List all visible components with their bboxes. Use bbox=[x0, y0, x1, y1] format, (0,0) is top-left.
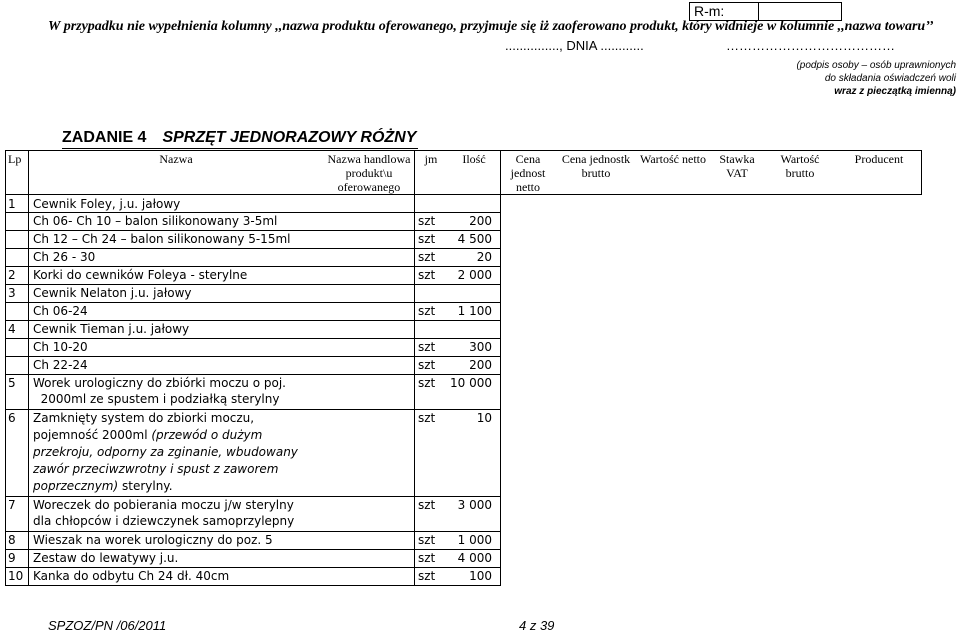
row-lp: 2 bbox=[8, 268, 16, 282]
header-cena-netto: Cena jednost netto bbox=[510, 152, 546, 194]
row-unit: szt bbox=[418, 569, 436, 583]
row-unit: szt bbox=[418, 551, 436, 565]
row-name: Ch 22-24 bbox=[33, 358, 88, 372]
row-unit: szt bbox=[418, 411, 436, 425]
row-qty: 3 000 bbox=[457, 498, 492, 512]
row-qty: 100 bbox=[469, 569, 492, 583]
row-name: Zestaw do lewatywy j.u. bbox=[33, 551, 179, 565]
header-wartosc-brutto: Wartość brutto bbox=[780, 152, 820, 180]
row-lp: 3 bbox=[8, 286, 16, 300]
rm-label: R-m: bbox=[694, 3, 725, 19]
row-name: Cewnik Nelaton j.u. jałowy bbox=[33, 286, 192, 300]
row-name-line: zawór przeciwzwrotny i spust z zaworem bbox=[33, 462, 279, 476]
row-name: Wieszak na worek urologiczny do poz. 5 bbox=[33, 533, 273, 547]
header-lp: Lp bbox=[8, 152, 22, 166]
rm-value-box bbox=[758, 3, 759, 20]
row-lp: 9 bbox=[8, 551, 16, 565]
row-qty: 300 bbox=[469, 340, 492, 354]
row-lp: 5 bbox=[8, 376, 16, 390]
signature-caption-line2: do składania oświadczeń woli bbox=[824, 73, 956, 84]
row-qty: 200 bbox=[469, 358, 492, 372]
row-name-line: dla chłopców i dziewczynek samoprzylepny bbox=[33, 514, 295, 528]
row-name-line: poprzecznym) sterylny. bbox=[33, 479, 173, 493]
row-qty: 1 000 bbox=[457, 533, 492, 547]
footer-reference: SPZOZ/PN /06/2011 bbox=[48, 618, 167, 633]
row-qty: 1 100 bbox=[457, 304, 492, 318]
header-cena-brutto: Cena jednostk brutto bbox=[561, 152, 631, 180]
row-lp: 6 bbox=[8, 411, 16, 425]
header-stawka-vat: Stawka VAT bbox=[719, 152, 755, 180]
row-name-line: Zamknięty system do zbiorki moczu, bbox=[33, 411, 255, 425]
row-unit: szt bbox=[418, 340, 436, 354]
header-jm: jm bbox=[424, 152, 438, 166]
task-subtitle: SPRZĘT JEDNORAZOWY RÓŻNY bbox=[162, 129, 417, 146]
row-name: Ch 26 - 30 bbox=[33, 250, 96, 264]
row-unit: szt bbox=[418, 358, 436, 372]
signature-caption-line1: (podpis osoby – osób uprawnionych bbox=[796, 60, 956, 71]
row-qty: 10 bbox=[476, 411, 492, 425]
row-name: Ch 06- Ch 10 – balon silikonowany 3-5ml bbox=[33, 214, 278, 228]
row-unit: szt bbox=[418, 533, 436, 547]
header-nazwa-handlowa: Nazwa handlowa produkt\u oferowanego bbox=[327, 152, 411, 194]
header-wartosc-netto: Wartość netto bbox=[639, 152, 706, 166]
row-unit: szt bbox=[418, 498, 436, 512]
row-qty: 4 500 bbox=[457, 232, 492, 246]
header-nazwa: Nazwa bbox=[159, 152, 193, 166]
row-qty: 10 000 bbox=[450, 376, 492, 390]
row-name-line: pojemność 2000ml (przewód o dużym bbox=[33, 428, 263, 442]
row-lp: 7 bbox=[8, 498, 16, 512]
row-unit: szt bbox=[418, 268, 436, 282]
footer-page-number: 4 z 39 bbox=[519, 618, 555, 633]
row-lp: 8 bbox=[8, 533, 16, 547]
row-lp: 4 bbox=[8, 322, 16, 336]
header-producent: Producent bbox=[854, 152, 904, 166]
row-name-line: przekroju, odporny za zginanie, wbudowany bbox=[33, 445, 298, 459]
notice-text: W przypadku nie wypełnienia kolumny ,,nazwa produktu oferowanego, przyjmuje się iż zaoferowano produkt, który widnieje w kolumnie ,,nazwa towaru’’ bbox=[48, 19, 934, 34]
signature-caption-line3: wraz z pieczątką imienną) bbox=[834, 86, 956, 97]
title-underline bbox=[62, 148, 418, 149]
row-name-line: Worek urologiczny do zbiórki moczu o poj. bbox=[33, 376, 286, 390]
header-ilosc: Ilość bbox=[462, 152, 486, 166]
row-name-line: 2000ml ze spustem i podziałką sterylny bbox=[33, 392, 280, 406]
row-name: Ch 10-20 bbox=[33, 340, 88, 354]
row-unit: szt bbox=[418, 214, 436, 228]
row-qty: 2 000 bbox=[457, 268, 492, 282]
row-name: Kanka do odbytu Ch 24 dł. 40cm bbox=[33, 569, 230, 583]
date-field: ..............., DNIA ............ bbox=[505, 38, 644, 53]
row-name: Korki do cewników Foleya - sterylne bbox=[33, 268, 248, 282]
row-lp: 10 bbox=[8, 569, 24, 583]
signature-dots: ………………………………… bbox=[726, 38, 895, 53]
row-unit: szt bbox=[418, 376, 436, 390]
row-name: Ch 12 – Ch 24 – balon silikonowany 5-15ml bbox=[33, 232, 291, 246]
task-number: ZADANIE 4 bbox=[62, 129, 147, 146]
row-unit: szt bbox=[418, 250, 436, 264]
row-qty: 4 000 bbox=[457, 551, 492, 565]
row-unit: szt bbox=[418, 304, 436, 318]
row-name: Cewnik Tieman j.u. jałowy bbox=[33, 322, 190, 336]
row-unit: szt bbox=[418, 232, 436, 246]
row-name: Cewnik Foley, j.u. jałowy bbox=[33, 197, 181, 211]
row-qty: 200 bbox=[469, 214, 492, 228]
row-qty: 20 bbox=[476, 250, 492, 264]
section-title bbox=[62, 129, 416, 147]
row-name: Ch 06-24 bbox=[33, 304, 88, 318]
row-lp: 1 bbox=[8, 197, 16, 211]
row-name-line: Woreczek do pobierania moczu j/w sterylny bbox=[33, 498, 294, 512]
